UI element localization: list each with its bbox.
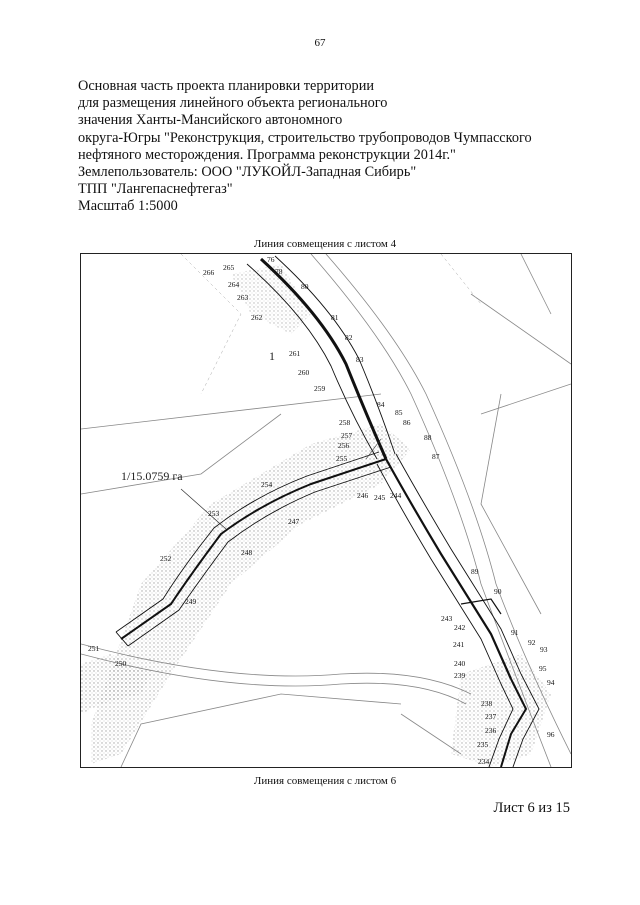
point-label: 253 (208, 509, 220, 518)
point-label: 88 (424, 433, 432, 442)
point-label: 244 (390, 491, 402, 500)
point-label: 257 (341, 431, 353, 440)
point-label: 234 (478, 757, 490, 766)
point-label: 237 (485, 712, 497, 721)
point-label: 243 (441, 614, 453, 623)
point-label: 262 (251, 313, 263, 322)
point-label: 86 (403, 418, 411, 427)
point-label: 265 (223, 263, 235, 272)
area-label: 1/15.0759 га (121, 469, 183, 483)
stippled-area (451, 654, 551, 767)
point-label: 238 (481, 699, 493, 708)
header-line: нефтяного месторождения. Программа реконструкции 2014г." (78, 146, 456, 163)
site-plan-svg (81, 254, 571, 767)
point-label: 252 (160, 554, 172, 563)
document-header (78, 78, 578, 216)
dashed-boundaries (181, 254, 481, 394)
point-label: 91 (511, 628, 519, 637)
header-line: округа-Югры "Реконструкция, строительство трубопроводов Чумпасского (78, 129, 532, 146)
point-label: 93 (540, 645, 548, 654)
point-label: 90 (494, 587, 502, 596)
point-label: 254 (261, 480, 273, 489)
point-label: 83 (356, 355, 364, 364)
point-label: 89 (471, 567, 479, 576)
point-label: 248 (241, 548, 253, 557)
point-label: 240 (454, 659, 466, 668)
sheet-number: Лист 6 из 15 (493, 800, 570, 816)
plot-label: 1 (269, 349, 275, 363)
point-label: 239 (454, 671, 466, 680)
point-label: 82 (345, 333, 353, 342)
page-number: 67 (314, 37, 326, 49)
point-label: 261 (289, 349, 301, 358)
point-label: 87 (432, 452, 440, 461)
point-label: 81 (331, 313, 339, 322)
match-line-caption-bottom: Линия совмещения с листом 6 (253, 775, 397, 787)
point-label: 95 (539, 664, 547, 673)
header-line: Землепользователь: ООО "ЛУКОЙЛ-Западная Сибирь" (78, 164, 417, 181)
point-label: 264 (228, 280, 240, 289)
point-label: 246 (357, 491, 369, 500)
header-line: Основная часть проекта планировки территории (78, 78, 375, 94)
point-label: 260 (298, 368, 310, 377)
header-line: значения Ханты-Мансийского автономного (78, 112, 343, 129)
point-label: 80 (301, 282, 309, 291)
point-label: 259 (314, 384, 326, 393)
point-label: 85 (395, 408, 403, 417)
point-label: 256 (338, 441, 350, 450)
point-label: 235 (477, 740, 489, 749)
header-line: Масштаб 1:5000 (78, 198, 178, 215)
point-label: 266 (203, 268, 215, 277)
site-plan-map (80, 253, 572, 768)
point-label: 258 (339, 418, 351, 427)
header-line: для размещения линейного объекта регионального (78, 95, 388, 112)
point-label: 263 (237, 293, 249, 302)
point-label: 247 (288, 517, 300, 526)
point-label: 96 (547, 730, 555, 739)
point-label: 255 (336, 454, 348, 463)
match-line-caption-top: Линия совмещения с листом 4 (253, 238, 397, 250)
point-label: 250 (115, 659, 127, 668)
point-label: 241 (453, 640, 465, 649)
point-label: 251 (88, 644, 100, 653)
point-label: 242 (454, 623, 466, 632)
point-label: 236 (485, 726, 497, 735)
point-label: 76 (267, 255, 275, 264)
header-line: ТПП "Лангепаснефтегаз" (78, 181, 233, 198)
point-label: 94 (547, 678, 555, 687)
point-label: 92 (528, 638, 536, 647)
point-label: 78 (275, 267, 283, 276)
point-label: 84 (377, 400, 385, 409)
point-label: 245 (374, 493, 386, 502)
point-label: 249 (185, 597, 197, 606)
